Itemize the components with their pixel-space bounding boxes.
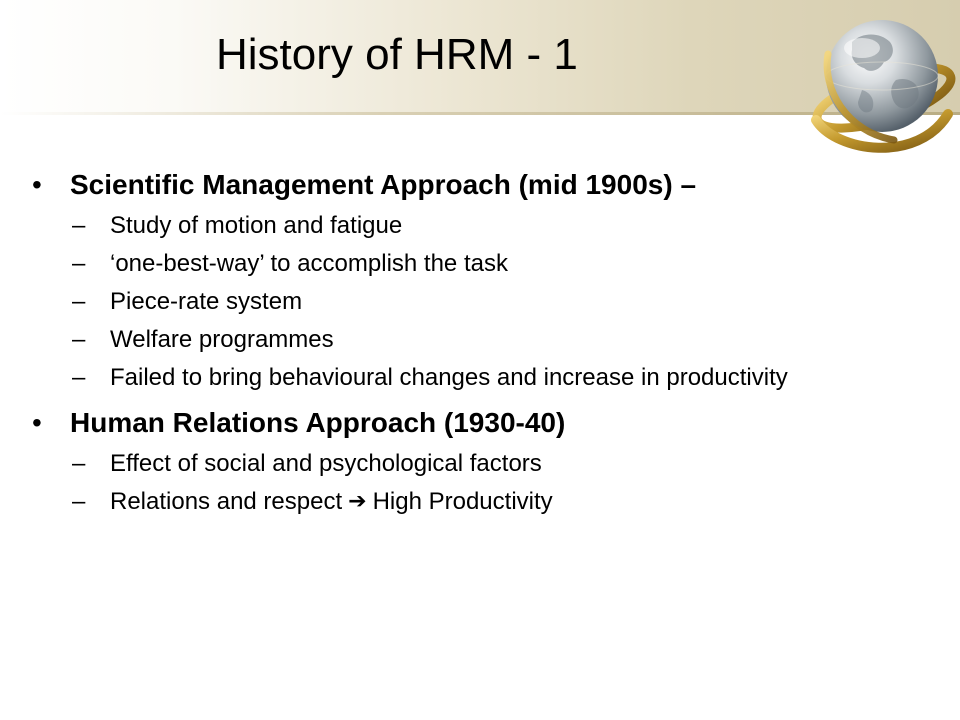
point-welfare xyxy=(32,326,862,354)
point-social-psychological xyxy=(32,450,862,478)
dash-marker: – xyxy=(72,250,86,277)
dash-marker: – xyxy=(72,212,86,239)
point-relations-respect xyxy=(32,488,862,516)
right-arrow-icon: ➔ xyxy=(348,489,367,514)
section-heading-text: Human Relations Approach (1930-40) xyxy=(70,407,566,438)
dash-marker: – xyxy=(72,326,86,353)
point-text: Effect of social and psychological factors xyxy=(110,450,542,477)
point-text-after-arrow: High Productivity xyxy=(372,488,553,515)
section-heading-text: Scientific Management Approach (mid 1900s) – xyxy=(70,169,697,200)
point-motion-fatigue xyxy=(32,212,862,240)
scientific-management-points xyxy=(32,212,932,392)
point-one-best-way xyxy=(32,250,862,278)
bullet-marker: • xyxy=(32,407,42,438)
point-failed-behavioural-changes xyxy=(32,364,862,392)
globe-icon xyxy=(800,2,960,174)
point-piece-rate xyxy=(32,288,862,316)
section-heading-scientific-management xyxy=(32,164,932,206)
point-text: ‘one-best-way’ to accomplish the task xyxy=(110,250,508,277)
point-text: Welfare programmes xyxy=(110,326,334,353)
section-heading-human-relations xyxy=(32,402,932,444)
point-text-before-arrow: Relations and respect xyxy=(110,488,343,515)
dash-marker: – xyxy=(72,288,86,315)
point-text: Study of motion and fatigue xyxy=(110,212,403,239)
dash-marker: – xyxy=(72,488,86,515)
human-relations-points xyxy=(32,450,932,516)
dash-marker: – xyxy=(72,364,86,391)
bullet-marker: • xyxy=(32,169,42,200)
slide-title: History of HRM - 1 xyxy=(216,30,578,79)
point-text: Failed to bring behavioural changes and increase in productivity xyxy=(110,364,788,391)
point-text: Piece-rate system xyxy=(110,288,303,315)
slide-content xyxy=(32,164,932,526)
dash-marker: – xyxy=(72,450,86,477)
